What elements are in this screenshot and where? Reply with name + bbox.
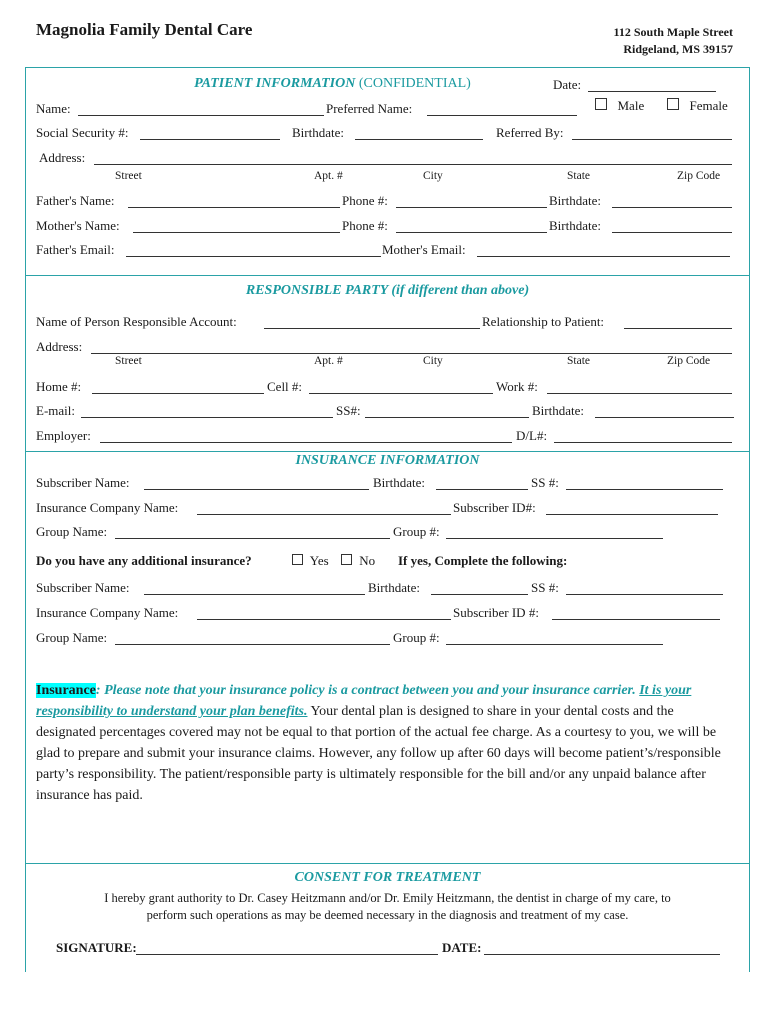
resp-apt-caption: Apt. #	[314, 355, 343, 367]
female-checkbox[interactable]	[667, 98, 679, 110]
responsible-ss-label: SS#:	[336, 403, 361, 418]
street-caption: Street	[115, 170, 142, 182]
insurance-company-label: Insurance Company Name:	[36, 500, 179, 515]
responsible-address-field[interactable]	[91, 341, 732, 354]
name-field[interactable]	[78, 103, 324, 116]
resp-city-caption: City	[423, 355, 443, 367]
mothers-email-field[interactable]	[477, 244, 730, 257]
date-field[interactable]	[588, 79, 716, 92]
no-checkbox[interactable]	[341, 554, 352, 565]
insurance-notice: Insurance: Please note that your insurance policy is a contract between you and your insurance carrier. It is your responsibility to understand your plan benefits. Your dental plan is designed to share in your dental costs and the designated percentages covered may not be equal to that portion of the actual fee charge. As a courtesy to you, we will be glad to prepare and submit your insurance claims. However, any follow up after 60 days will become patient’s/responsible party’s responsibility. The patient/responsible party is ultimately responsible for the bill and/or any unpaid balance after insurance has paid.	[36, 683, 721, 803]
birthdate-label: Birthdate:	[292, 125, 344, 140]
patient-info-heading: PATIENT INFORMATION (CONFIDENTIAL)	[194, 76, 471, 91]
mother-birthdate-label: Birthdate:	[549, 218, 601, 233]
preferred-name-label: Preferred Name:	[326, 101, 413, 116]
subscriber-ss-label: SS #:	[531, 475, 559, 490]
subscriber-name-field[interactable]	[144, 477, 369, 490]
practice-address-line2: Ridgeland, MS 39157	[623, 42, 733, 56]
subscriber-ss-field[interactable]	[566, 477, 723, 490]
father-phone-field[interactable]	[396, 195, 547, 208]
insurance-company-field[interactable]	[197, 502, 451, 515]
apt-caption: Apt. #	[314, 170, 343, 182]
if-yes-label: If yes, Complete the following:	[398, 553, 568, 568]
referred-by-label: Referred By:	[496, 125, 564, 140]
practice-name: Magnolia Family Dental Care	[36, 20, 253, 39]
father-birthdate-field[interactable]	[612, 195, 732, 208]
responsible-email-label: E-mail:	[36, 403, 75, 418]
male-option[interactable]: Male	[595, 98, 644, 114]
responsible-name-field[interactable]	[264, 316, 480, 329]
signature-field[interactable]	[136, 942, 438, 955]
fathers-name-label: Father's Name:	[36, 193, 115, 208]
consent-heading: CONSENT FOR TREATMENT	[294, 870, 481, 885]
address-field[interactable]	[94, 152, 732, 165]
subscriber-id2-field[interactable]	[552, 607, 720, 620]
work-phone-label: Work #:	[496, 379, 538, 394]
practice-address-line1: 112 South Maple Street	[613, 25, 733, 39]
employer-label: Employer:	[36, 428, 91, 443]
consent-line-1: I hereby grant authority to Dr. Casey Heitzmann and/or Dr. Emily Heitzmann, the dentist in charge of my care, to	[104, 891, 671, 905]
mothers-name-label: Mother's Name:	[36, 218, 120, 233]
subscriber2-name-label: Subscriber Name:	[36, 580, 130, 595]
insurance-company2-label: Insurance Company Name:	[36, 605, 179, 620]
date-label: Date:	[553, 77, 582, 92]
fathers-name-field[interactable]	[128, 195, 340, 208]
responsible-address-label: Address:	[36, 339, 83, 354]
relationship-field[interactable]	[624, 316, 732, 329]
group-number2-label: Group #:	[393, 630, 440, 645]
resp-state-caption: State	[567, 355, 590, 367]
group-number-field[interactable]	[446, 526, 663, 539]
insurance-notice-label: Insurance	[36, 683, 96, 698]
group-number-label: Group #:	[393, 524, 440, 539]
home-phone-field[interactable]	[92, 381, 264, 394]
consent-line-2: perform such operations as may be deemed necessary in the diagnosis and treatment of my case.	[146, 908, 629, 922]
responsible-birthdate-label: Birthdate:	[532, 403, 584, 418]
zip-caption: Zip Code	[677, 170, 721, 182]
subscriber2-birthdate-label: Birthdate:	[368, 580, 420, 595]
additional-insurance-question: Do you have any additional insurance?	[36, 553, 252, 568]
preferred-name-field[interactable]	[427, 103, 577, 116]
consent-section	[25, 863, 750, 972]
work-phone-field[interactable]	[547, 381, 732, 394]
group-name-field[interactable]	[115, 526, 390, 539]
city-caption: City	[423, 170, 443, 182]
state-caption: State	[567, 170, 590, 182]
subscriber2-name-field[interactable]	[144, 582, 365, 595]
father-birthdate-label: Birthdate:	[549, 193, 601, 208]
home-phone-label: Home #:	[36, 379, 82, 394]
consent-date-label: DATE:	[442, 940, 482, 955]
subscriber2-ss-label: SS #:	[531, 580, 559, 595]
signature-label: SIGNATURE:	[56, 940, 137, 955]
ssn-label: Social Security #:	[36, 125, 129, 140]
referred-by-field[interactable]	[572, 127, 732, 140]
birthdate-field[interactable]	[355, 127, 483, 140]
resp-zip-caption: Zip Code	[667, 355, 711, 367]
mothers-name-field[interactable]	[133, 220, 340, 233]
cell-phone-field[interactable]	[309, 381, 493, 394]
name-label: Name:	[36, 101, 71, 116]
insurance-notice-body: Your dental plan is designed to share in your dental costs and the designated percentages covered may not be equal to that portion of the actual fee charge. As a courtesy to you, we will be glad to prepare and submit your insurance claims. However, any follow up after 60 days will become patient’s/responsible party’s responsibility. The patient/responsible party is ultimately responsible for the bill and/or any unpaid balance after insurance has paid.	[36, 704, 721, 803]
ssn-field[interactable]	[140, 127, 280, 140]
responsible-party-section	[25, 274, 750, 452]
relationship-label: Relationship to Patient:	[482, 314, 605, 329]
group-name2-field[interactable]	[115, 632, 390, 645]
address-label: Address:	[39, 150, 86, 165]
father-phone-label: Phone #:	[342, 193, 388, 208]
dl-label: D/L#:	[516, 428, 548, 443]
group-name-label: Group Name:	[36, 524, 108, 539]
responsible-birthdate-field[interactable]	[595, 405, 734, 418]
insurance-notice-italic: Please note that your insurance policy is a contract between you and your insurance carrier.	[100, 683, 640, 698]
subscriber2-birthdate-field[interactable]	[431, 582, 528, 595]
subscriber-birthdate-label: Birthdate:	[373, 475, 425, 490]
insurance-company2-field[interactable]	[197, 607, 451, 620]
mother-phone-field[interactable]	[396, 220, 547, 233]
insurance-heading: INSURANCE INFORMATION	[295, 453, 480, 468]
mother-birthdate-field[interactable]	[612, 220, 732, 233]
additional-yes-option[interactable]: Yes	[292, 553, 329, 569]
subscriber-birthdate-field[interactable]	[436, 477, 528, 490]
subscriber-name-label: Subscriber Name:	[36, 475, 130, 490]
group-number2-field[interactable]	[446, 632, 663, 645]
fathers-email-label: Father's Email:	[36, 242, 115, 257]
subscriber-id-field[interactable]	[546, 502, 718, 515]
cell-phone-label: Cell #:	[267, 379, 303, 394]
resp-street-caption: Street	[115, 355, 142, 367]
subscriber-id-label: Subscriber ID#:	[453, 500, 536, 515]
subscriber2-ss-field[interactable]	[566, 582, 723, 595]
responsible-party-heading: RESPONSIBLE PARTY (if different than above)	[245, 283, 530, 298]
employer-field[interactable]	[100, 430, 512, 443]
male-checkbox[interactable]	[595, 98, 607, 110]
responsible-ss-field[interactable]	[365, 405, 529, 418]
mother-phone-label: Phone #:	[342, 218, 388, 233]
fathers-email-field[interactable]	[126, 244, 381, 257]
group-name2-label: Group Name:	[36, 630, 108, 645]
patient-information-section	[25, 67, 750, 276]
yes-checkbox[interactable]	[292, 554, 303, 565]
consent-date-field[interactable]	[484, 942, 720, 955]
insurance-notice-underlined: It is your responsibility to understand your plan benefits.	[36, 683, 692, 719]
subscriber-id2-label: Subscriber ID #:	[453, 605, 539, 620]
female-option[interactable]: Female	[667, 98, 728, 114]
responsible-email-field[interactable]	[81, 405, 333, 418]
dl-field[interactable]	[554, 430, 732, 443]
additional-no-option[interactable]: No	[341, 553, 375, 569]
mothers-email-label: Mother's Email:	[382, 242, 466, 257]
responsible-name-label: Name of Person Responsible Account:	[36, 314, 237, 329]
